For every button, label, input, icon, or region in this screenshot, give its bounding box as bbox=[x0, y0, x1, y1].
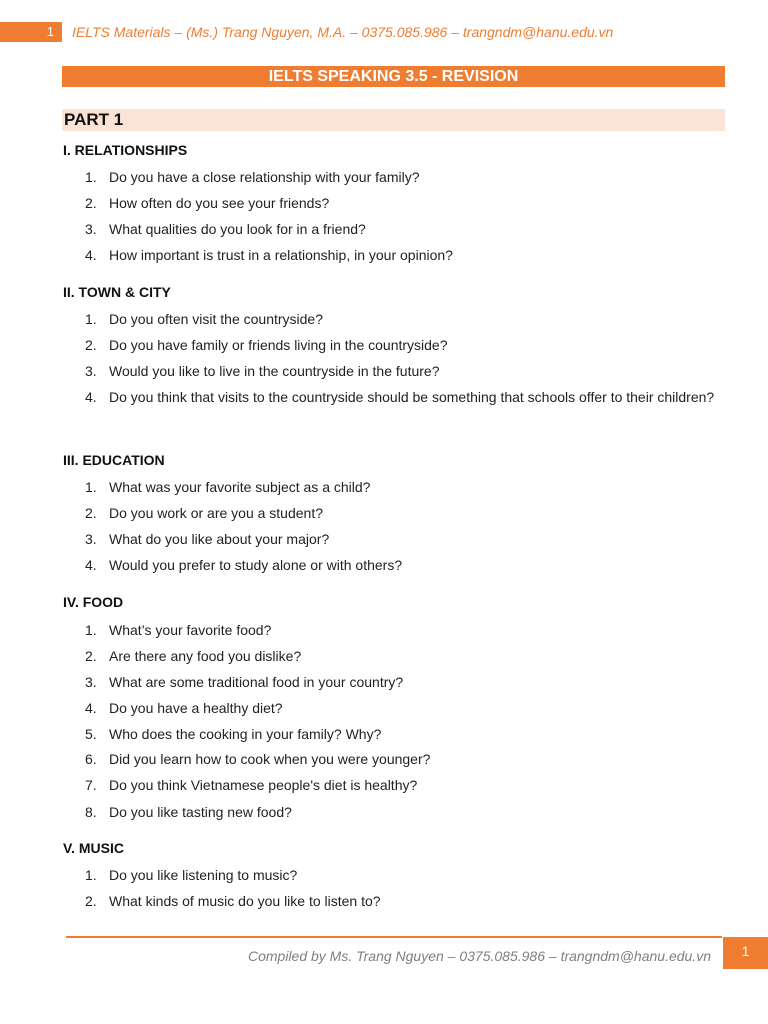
question-text: Did you learn how to cook when you were younger? bbox=[109, 751, 431, 767]
question-number: 3. bbox=[85, 674, 97, 690]
question-text: Do you work or are you a student? bbox=[109, 505, 324, 521]
question-number: 1. bbox=[85, 311, 97, 327]
question-number: 4. bbox=[85, 700, 97, 716]
question-number: 4. bbox=[85, 389, 97, 405]
footer-page-number: 1 bbox=[723, 937, 768, 969]
question-number: 1. bbox=[85, 867, 97, 883]
question-number: 3. bbox=[85, 221, 97, 237]
question-text: Do you often visit the countryside? bbox=[109, 311, 324, 327]
question-text: How important is trust in a relationship, in your opinion? bbox=[109, 247, 453, 263]
question-number: 1. bbox=[85, 479, 97, 495]
header-text: IELTS Materials – (Ms.) Trang Nguyen, M.A. – 0375.085.986 – trangndm@hanu.edu.vn bbox=[72, 24, 614, 40]
question-text: Do you like listening to music? bbox=[109, 867, 298, 883]
question-number: 2. bbox=[85, 195, 97, 211]
question-number: 1. bbox=[85, 169, 97, 185]
question-text: Do you have a close relationship with your family? bbox=[109, 169, 420, 185]
question-number: 5. bbox=[85, 726, 97, 742]
question-text: What are some traditional food in your country? bbox=[109, 674, 404, 690]
question-text: Would you like to live in the countryside in the future? bbox=[109, 363, 440, 379]
question-text: Do you have family or friends living in the countryside? bbox=[109, 337, 448, 353]
section-title: I. RELATIONSHIPS bbox=[63, 142, 188, 158]
question-number: 7. bbox=[85, 777, 97, 793]
question-text: Do you have a healthy diet? bbox=[109, 700, 283, 716]
question-number: 1. bbox=[85, 622, 97, 638]
question-number: 2. bbox=[85, 893, 97, 909]
footer-text: Compiled by Ms. Trang Nguyen – 0375.085.986 – trangndm@hanu.edu.vn bbox=[247, 948, 711, 964]
question-number: 6. bbox=[85, 751, 97, 767]
question-number: 3. bbox=[85, 531, 97, 547]
section-title: III. EDUCATION bbox=[63, 452, 165, 468]
question-text: What’s your favorite food? bbox=[109, 622, 272, 638]
footer-divider bbox=[66, 936, 722, 938]
question-text: Do you like tasting new food? bbox=[109, 804, 292, 820]
part-heading: PART 1 bbox=[62, 109, 725, 131]
question-text: What qualities do you look for in a friend? bbox=[109, 221, 366, 237]
question-text: Would you prefer to study alone or with others? bbox=[109, 557, 403, 573]
question-text: Are there any food you dislike? bbox=[109, 648, 302, 664]
question-text: What was your favorite subject as a child? bbox=[109, 479, 371, 495]
question-text: Do you think that visits to the countryside should be something that schools offer to their children? bbox=[109, 389, 715, 405]
question-number: 4. bbox=[85, 557, 97, 573]
document-title: IELTS SPEAKING 3.5 - REVISION bbox=[62, 66, 725, 87]
question-number: 3. bbox=[85, 363, 97, 379]
header-page-number: 1 bbox=[0, 22, 62, 42]
question-text: What do you like about your major? bbox=[109, 531, 330, 547]
question-text: Do you think Vietnamese people's diet is healthy? bbox=[109, 777, 418, 793]
question-number: 4. bbox=[85, 247, 97, 263]
question-text: Who does the cooking in your family? Why? bbox=[109, 726, 382, 742]
question-text: How often do you see your friends? bbox=[109, 195, 330, 211]
question-number: 8. bbox=[85, 804, 97, 820]
question-number: 2. bbox=[85, 505, 97, 521]
section-title: IV. FOOD bbox=[63, 594, 124, 610]
question-number: 2. bbox=[85, 337, 97, 353]
section-title: V. MUSIC bbox=[63, 840, 124, 856]
section-title: II. TOWN & CITY bbox=[63, 284, 171, 300]
question-text: What kinds of music do you like to listen to? bbox=[109, 893, 381, 909]
question-number: 2. bbox=[85, 648, 97, 664]
